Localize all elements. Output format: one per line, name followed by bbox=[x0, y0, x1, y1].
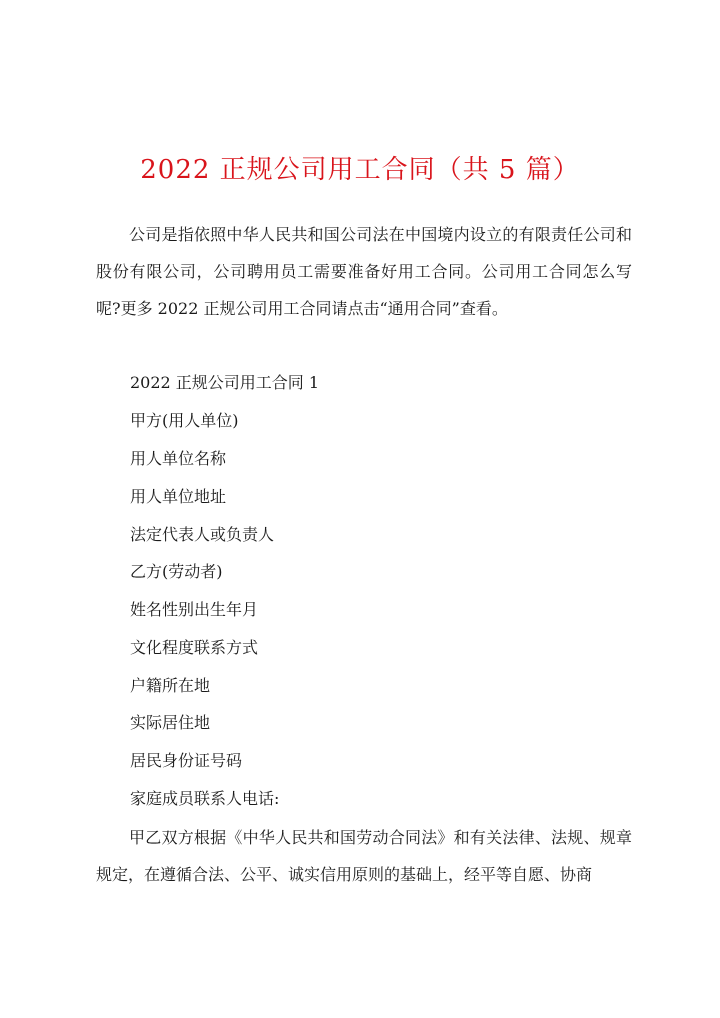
employer-name-label: 用人单位名称 bbox=[130, 449, 227, 468]
party-a-label: 甲方(用人单位) bbox=[130, 411, 239, 430]
document-title: 2022 正规公司用工合同（共 5 篇） bbox=[140, 155, 580, 185]
residence-label: 实际居住地 bbox=[130, 713, 211, 732]
section-heading: 2022 正规公司用工合同 1 bbox=[130, 373, 320, 392]
closing-paragraph: 甲乙双方根据《中华人民共和国劳动合同法》和有关法律、法规、规章规定，在遵循合法、公平、诚实信用原则的基础上，经平等自愿、协商 bbox=[96, 828, 632, 884]
personal-info-label: 姓名性别出生年月 bbox=[130, 600, 259, 619]
legal-rep-label: 法定代表人或负责人 bbox=[130, 525, 275, 544]
party-b-label: 乙方(劳动者) bbox=[130, 562, 223, 581]
education-contact-label: 文化程度联系方式 bbox=[130, 638, 259, 657]
intro-paragraph: 公司是指依照中华人民共和国公司法在中国境内设立的有限责任公司和股份有限公司，公司聘用员工需要准备好用工合同。公司用工合同怎么写呢?更多 2022 正规公司用工合同请点击“通用合同”查看。 bbox=[96, 225, 632, 318]
family-contact-label: 家庭成员联系人电话: bbox=[130, 789, 280, 808]
household-registration-label: 户籍所在地 bbox=[130, 676, 211, 695]
employer-address-label: 用人单位地址 bbox=[130, 487, 227, 506]
id-number-label: 居民身份证号码 bbox=[130, 751, 243, 770]
